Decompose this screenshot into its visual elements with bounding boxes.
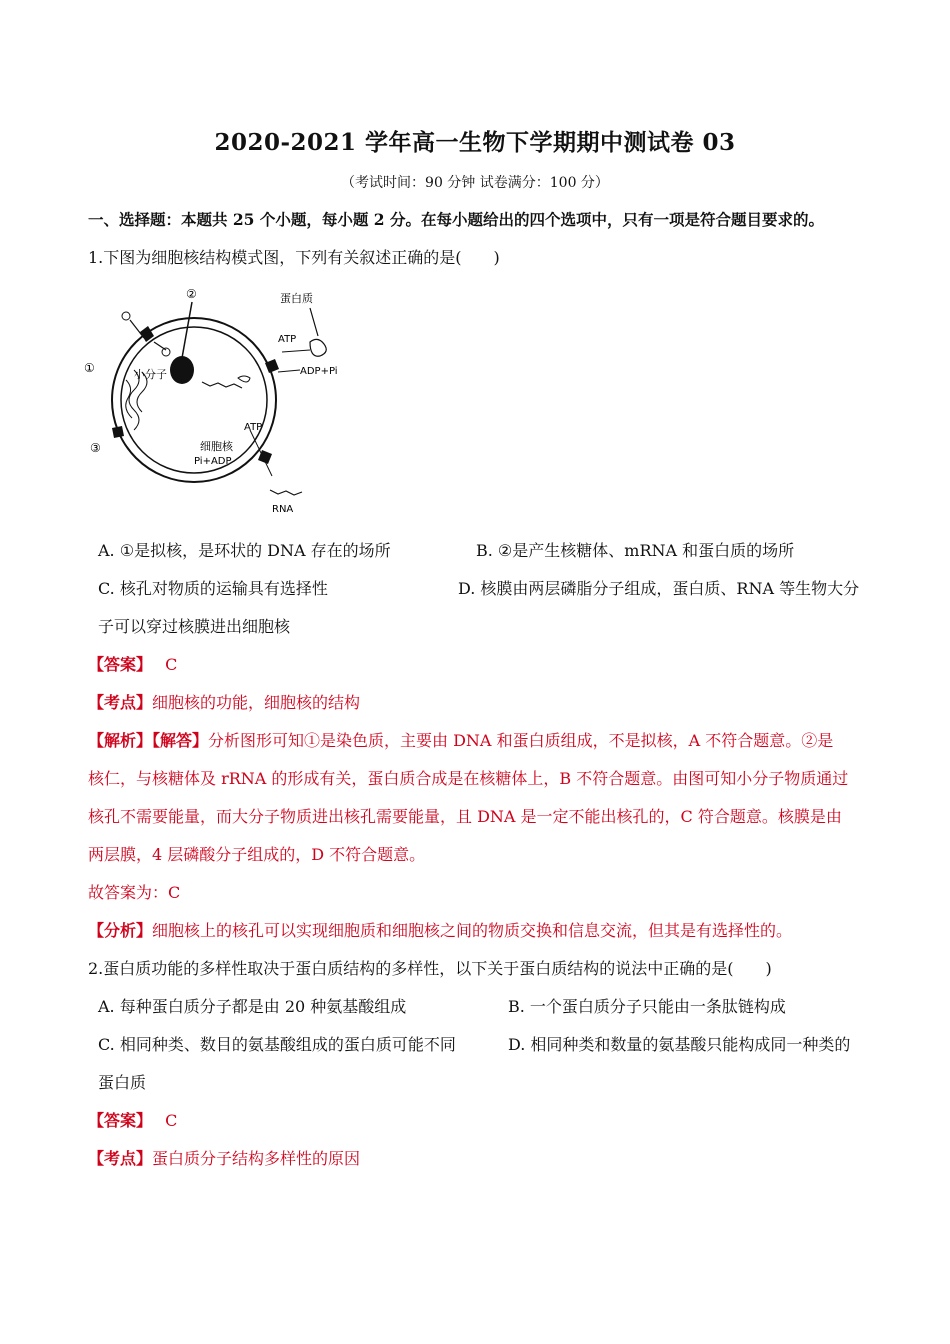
fenxi-tag: 【分析】 (88, 921, 153, 940)
q2-point (88, 1146, 360, 1169)
label-nucleus: 细胞核 (200, 440, 233, 453)
q1-option-c: C. 核孔对物质的运输具有选择性 (98, 579, 328, 598)
q1-answer (88, 652, 177, 675)
page-title: 2020-2021 学年高一生物下学期期中测试卷 03 (214, 129, 736, 156)
q1-analysis-line-2: 核仁，与核糖体及 rRNA 的形成有关，蛋白质合成是在核糖体上，B 不符合题意。由图可知小分子物质通过 (88, 769, 849, 788)
point-tag: 【考点】 (88, 1149, 153, 1168)
label-atp-bottom: ATP (244, 422, 263, 433)
q1-stem: 1.下图为细胞核结构模式图，下列有关叙述正确的是( ) (88, 248, 500, 267)
q1-final-answer: 故答案为：C (88, 883, 181, 902)
q1-analysis-line-3: 核孔不需要能量，而大分子物质进出核孔需要能量，且 DNA 是一定不能出核孔的，C 符合题意。核膜是由 (88, 807, 842, 826)
label-pi-adp: Pi+ADP (194, 456, 232, 467)
analysis-tag: 【解析】【解答】 (88, 731, 209, 750)
label-rna: RNA (272, 504, 294, 515)
q1-analysis-line-1: 【解析】【解答】分析图形可知①是染色质，主要由 DNA 和蛋白质组成，不是拟核，A 不符合题意。②是 (88, 731, 834, 750)
q2-option-c: C. 相同种类、数目的氨基酸组成的蛋白质可能不同 (98, 1035, 456, 1054)
answer-value: C (165, 1111, 178, 1130)
q1-option-a: A. ①是拟核，是环状的 DNA 存在的场所 (98, 541, 391, 560)
label-3: ③ (90, 441, 101, 455)
q1-option-d-cont: 子可以穿过核膜进出细胞核 (98, 617, 291, 636)
label-1: ① (84, 361, 95, 375)
q2-option-a: A. 每种蛋白质分子都是由 20 种氨基酸组成 (98, 997, 407, 1016)
label-adp-pi: ADP+Pi (300, 366, 338, 377)
section-heading: 一、选择题：本题共 25 个小题，每小题 2 分。在每小题给出的四个选项中，只有一项是符合题目要求的。 (88, 210, 824, 229)
q1-analysis-line-4: 两层膜，4 层磷酸分子组成的，D 不符合题意。 (88, 845, 426, 864)
nucleus-diagram (82, 280, 372, 520)
point-value: 蛋白质分子结构多样性的原因 (152, 1149, 361, 1168)
nuclear-pore (112, 426, 124, 438)
q2-stem: 2.蛋白质功能的多样性取决于蛋白质结构的多样性，以下关于蛋白质结构的说法中正确的是( ) (88, 959, 772, 978)
label-2: ② (186, 287, 197, 301)
label-protein: 蛋白质 (280, 292, 313, 305)
q1-point (88, 690, 360, 713)
q1-option-d: D. 核膜由两层磷脂分子组成，蛋白质、RNA 等生物大分 (458, 579, 860, 598)
nucleolus (170, 356, 194, 384)
q2-option-d-cont: 蛋白质 (98, 1073, 147, 1092)
q1-fenxi: 【分析】细胞核上的核孔可以实现细胞质和细胞核之间的物质交换和信息交流，但其是有选择性的。 (88, 921, 793, 940)
q1-option-b: B. ②是产生核糖体、mRNA 和蛋白质的场所 (476, 541, 795, 560)
label-small-molecule: 小分子 (134, 368, 167, 381)
exam-info: （考试时间：90 分钟 试卷满分：100 分） (341, 175, 609, 191)
answer-tag: 【答案】 (88, 655, 153, 674)
inner-membrane (121, 327, 267, 473)
q2-answer (88, 1108, 177, 1131)
answer-tag: 【答案】 (88, 1111, 153, 1130)
answer-value: C (165, 655, 178, 674)
point-value: 细胞核的功能，细胞核的结构 (152, 693, 361, 712)
label-atp-top: ATP (278, 334, 297, 345)
point-tag: 【考点】 (88, 693, 153, 712)
q2-option-d: D. 相同种类和数量的氨基酸只能构成同一种类的 (508, 1035, 851, 1054)
q2-option-b: B. 一个蛋白质分子只能由一条肽链构成 (508, 997, 786, 1016)
